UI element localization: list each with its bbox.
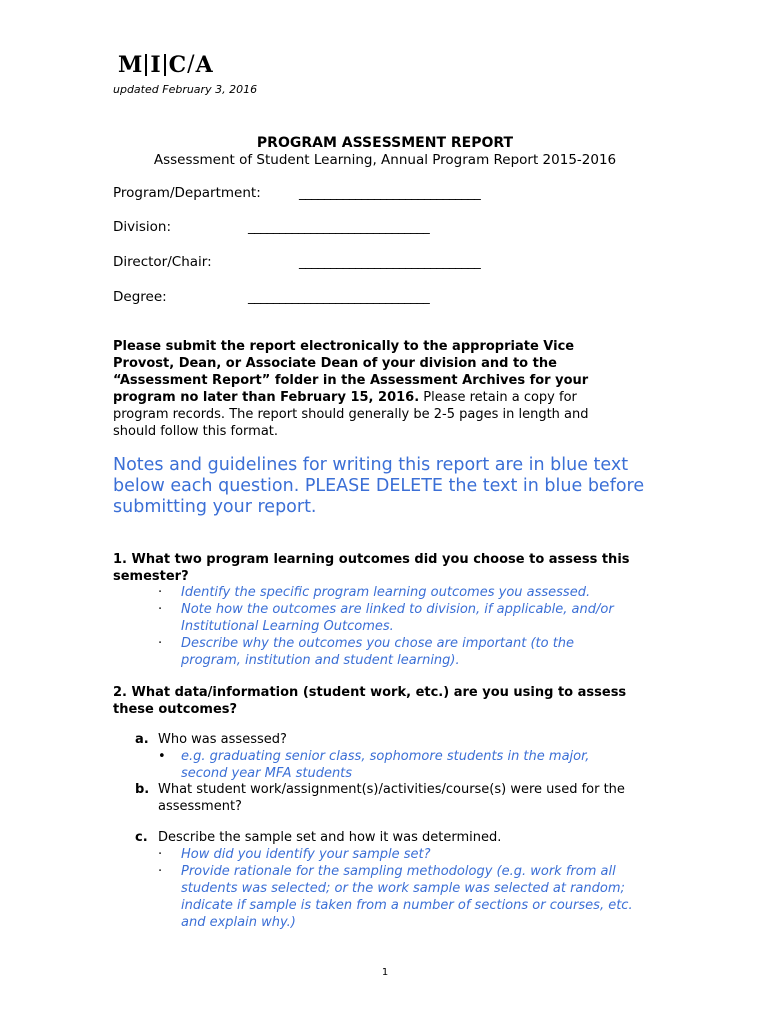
- sub-text: What student work/assignment(s)/activities/course(s) were used for the assessment?: [158, 782, 625, 814]
- sub-text: Describe the sample set and how it was determined.: [158, 830, 502, 845]
- bullet-icon: ·: [158, 636, 163, 651]
- updated-date: updated February 3, 2016: [113, 83, 258, 96]
- question-1: 1. What two program learning outcomes did you choose to assess this semester?: [113, 552, 630, 584]
- report-subtitle: Assessment of Student Learning, Annual Program Report 2015-2016: [153, 152, 617, 168]
- bullet-icon: ·: [158, 602, 163, 617]
- bullet-icon: ·: [158, 585, 163, 600]
- report-title: PROGRAM ASSESSMENT REPORT: [256, 135, 514, 151]
- question-2b: [135, 781, 665, 814]
- field-line-degree[interactable]: _____________________________: [248, 289, 430, 305]
- logo-letter: A: [195, 52, 213, 78]
- list-item: · Note how the outcomes are linked to division, if applicable, and/or Institutional Learning Outcomes.: [158, 602, 614, 634]
- instructions-bold: Please submit the report electronically to the appropriate Vice Provost, Dean, or Associate Dean of your division and to the “Assessment Report” folder in the Assessment Archives for your program no later than February 15, 2016.: [113, 339, 589, 405]
- bullet-icon: ·: [158, 864, 163, 879]
- question-2c-bullets: [155, 846, 635, 931]
- blue-notes: Notes and guidelines for writing this report are in blue text below each question. PLEASE DELETE the text in blue before submitting your report.: [113, 455, 645, 517]
- logo-divider: [145, 54, 147, 76]
- page-number: 1: [381, 967, 389, 978]
- list-item: • e.g. graduating senior class, sophomore students in the major, second year MFA students: [158, 749, 590, 781]
- field-line-program[interactable]: _____________________________: [299, 185, 481, 201]
- mica-logo: [118, 52, 213, 78]
- logo-letter: C: [168, 52, 187, 78]
- bullet-icon: •: [158, 749, 166, 764]
- field-label-program: Program/Department:: [113, 185, 261, 201]
- submission-instructions: [113, 338, 633, 440]
- question-2c: [135, 829, 665, 846]
- list-item: · Identify the specific program learning outcomes you assessed.: [158, 585, 591, 600]
- logo-slash: /: [187, 52, 195, 77]
- question-1-bullets: [155, 584, 635, 669]
- sub-label: c.: [135, 830, 148, 845]
- field-label-division: Division:: [113, 219, 172, 235]
- list-item: · Provide rationale for the sampling methodology (e.g. work from all students was selected; or the work sample was selected at random; indicate if sample is taken from a number of sections or courses, etc. and explain why.): [158, 864, 633, 930]
- list-item: · Describe why the outcomes you chose are important (to the program, institution and student learning).: [158, 636, 575, 668]
- logo-divider: [164, 54, 166, 76]
- field-label-degree: Degree:: [113, 289, 167, 305]
- field-line-director[interactable]: _____________________________: [299, 254, 481, 270]
- sub-label: a.: [135, 732, 149, 747]
- instructions-normal: Please retain a copy for program records. The report should generally be 2-5 pages in length and should follow this format.: [113, 390, 589, 439]
- bullet-icon: ·: [158, 847, 163, 862]
- list-item: · How did you identify your sample set?: [158, 847, 431, 862]
- logo-letter: I: [150, 52, 161, 78]
- logo-letter: M: [118, 52, 143, 78]
- question-2: 2. What data/information (student work, etc.) are you using to assess these outcomes?: [113, 685, 627, 717]
- question-2a: [135, 731, 665, 748]
- question-2a-bullets: [155, 748, 635, 782]
- sub-label: b.: [135, 782, 150, 797]
- field-label-director: Director/Chair:: [113, 254, 212, 270]
- field-line-division[interactable]: _____________________________: [248, 219, 430, 235]
- sub-text: Who was assessed?: [158, 732, 287, 747]
